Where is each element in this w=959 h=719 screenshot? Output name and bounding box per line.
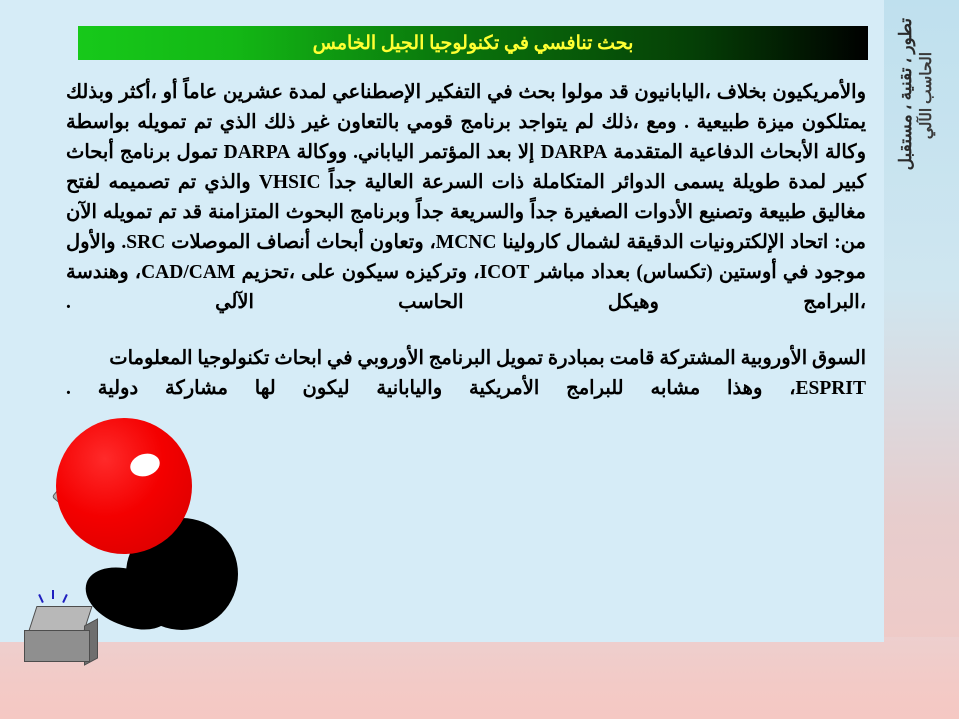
- side-caption: [879, 18, 953, 348]
- body-paragraph-1: والأمريكيون بخلاف ،اليابانيون قد مولوا بحث في التفكير الإصطناعي لمدة عشرين عاماً أو ،أكثر وبذلك يمتلكون ميزة طبيعية . ومع ،ذلك لم يتواجد برنامج قومي بالتعاون غير ذلك الذي تم تمويله بواسطة وكالة الأبحاث الدفاعية المتقدمة DARPA إلا بعد المؤتمر الياباني. ووكالة DARPA تمول برنامج أبحاث كبير لمدة طويلة يسمى الدوائر المتكاملة ذات السرعة العالية جداً VHSIC والذي تم تصميمه لفتح مغاليق طبيعة وتصنيع الأدوات الصغيرة جداً والسريعة جداً وبرنامج البحوث المتزامنة قد تم تمويله الآن من: اتحاد الإلكترونيات الدقيقة لشمال كارولينا MCNC، وتعاون أبحاث أنصاف الموصلات SRC. والأول موجود في أوستين (تكساس) بعداد مباشر ICOT، وتركيزه سيكون على ،تحزيم CAD/CAM، وهندسة ،البرامج وهيكل الحاسب الآلي .: [66, 82, 866, 313]
- keyboard-key-shape: [24, 606, 96, 664]
- body-paragraph-2: السوق الأوروبية المشتركة قامت بمبادرة تمويل البرنامج الأوروبي في ابحاث تكنولوجيا المعلومات ESPRIT، وهذا مشابه للبرامج الأمريكية واليابانية ليكون لها مشاركة دولية .: [66, 348, 866, 399]
- key-front-face: [24, 630, 90, 662]
- red-ball-shape: [56, 418, 192, 554]
- spark-icon: [62, 594, 68, 603]
- page-title: بحث تنافسي في تكنولوجيا الجيل الخامس: [312, 32, 634, 54]
- slide-title-bar: [78, 26, 868, 60]
- spark-icon: [52, 590, 54, 599]
- side-caption-line-2: الحاسب الآلي: [918, 52, 935, 140]
- spark-icon: [38, 594, 44, 603]
- mouse-ball-illustration: [18, 410, 278, 695]
- slide-body: [66, 78, 866, 430]
- side-caption-line-1: تطور ، تقنية ، مستقبل: [896, 18, 915, 171]
